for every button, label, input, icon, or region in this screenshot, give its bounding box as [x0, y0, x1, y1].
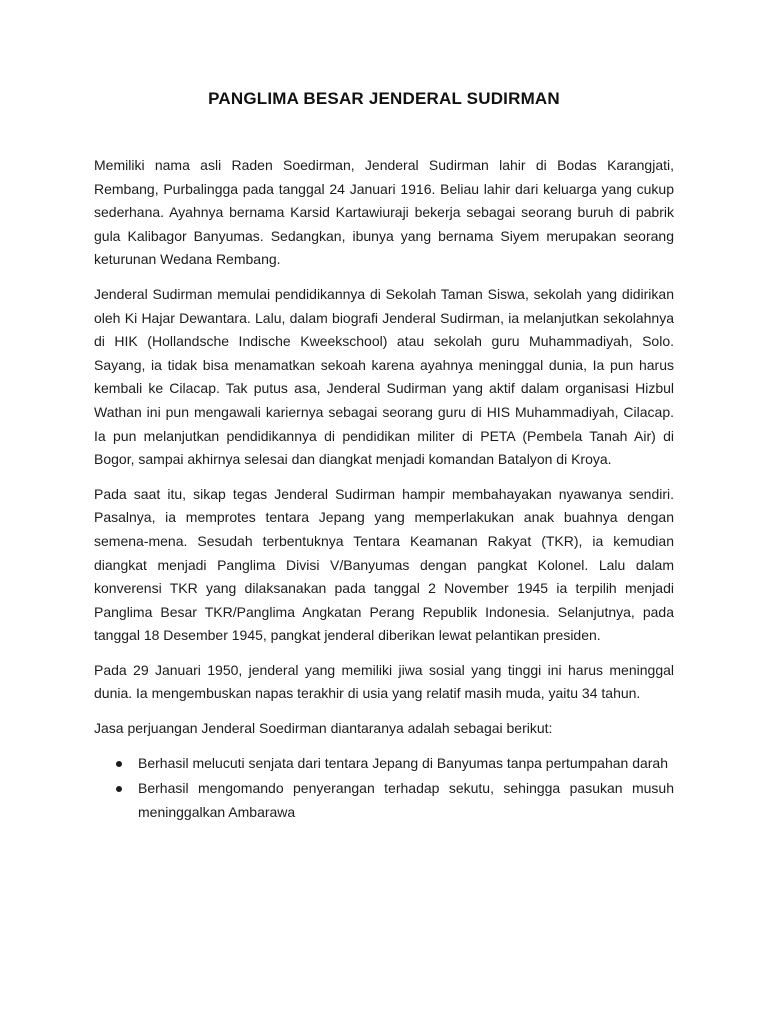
list-item [94, 777, 674, 824]
document-title: PANGLIMA BESAR JENDERAL SUDIRMAN [208, 89, 560, 108]
list-item-text: Berhasil melucuti senjata dari tentara Jepang di Banyumas tanpa pertumpahan darah [138, 754, 668, 771]
bullet-icon [116, 761, 122, 767]
list-item [94, 752, 674, 776]
paragraph-birth: Memiliki nama asli Raden Soedirman, Jenderal Sudirman lahir di Bodas Karangjati, Rembang, Purbalingga pada tanggal 24 Januari 1916. Beliau lahir dari keluarga yang cukup sederhana. Ayahnya bernama Karsid Kartawiuraji bekerja sebagai seorang buruh di pabrik gula Kalibagor Banyumas. Sedangkan, ibunya yang bernama Siyem merupakan seorang keturunan Wedana Rembang. [94, 157, 674, 268]
bullet-icon [116, 786, 122, 792]
paragraph-education: Jenderal Sudirman memulai pendidikannya di Sekolah Taman Siswa, sekolah yang didirikan oleh Ki Hajar Dewantara. Lalu, dalam biografi Jenderal Sudirman, ia melanjutkan sekolahnya di HIK (Hollandsche Indische Kweekschool) atau sekolah guru Muhammadiyah, Solo. Sayang, ia tidak bisa menamatkan sekoah karena ayahnya meninggal dunia, Ia pun harus kembali ke Cilacap. Tak putus asa, Jenderal Sudirman yang aktif dalam organisasi Hizbul Wathan ini pun mengawali kariernya sebagai seorang guru di HIS Muhammadiyah, Cilacap. Ia pun melanjutkan pendidikannya di pendidikan militer di PETA (Pembela Tanah Air) di Bogor, sampai akhirnya selesai dan diangkat menjadi komandan Batalyon di Kroya. [94, 285, 674, 468]
paragraph-death: Pada 29 Januari 1950, jenderal yang memiliki jiwa sosial yang tinggi ini harus meninggal dunia. Ia mengembuskan napas terakhir di usia yang relatif masih muda, yaitu 34 tahun. [94, 661, 674, 702]
paragraph-services-intro: Jasa perjuangan Jenderal Soedirman diantaranya adalah sebagai berikut: [94, 720, 553, 737]
paragraph-career: Pada saat itu, sikap tegas Jenderal Sudirman hampir membahayakan nyawanya sendiri. Pasalnya, ia memprotes tentara Jepang yang memperlakukan anak buahnya dengan semena-mena. Sesudah terbentuknya Tentara Keamanan Rakyat (TKR), ia kemudian diangkat menjadi Panglima Divisi V/Banyumas dengan pangkat Kolonel. Lalu dalam konverensi TKR yang dilaksanakan pada tanggal 2 November 1945 ia terpilih menjadi Panglima Besar TKR/Panglima Angkatan Perang Republik Indonesia. Selanjutnya, pada tanggal 18 Desember 1945, pangkat jenderal diberikan lewat pelantikan presiden. [94, 485, 674, 644]
document-body [94, 154, 674, 826]
services-list [94, 752, 674, 825]
list-item-text: Berhasil mengomando penyerangan terhadap sekutu, sehingga pasukan musuh meninggalkan Ambarawa [138, 780, 674, 820]
